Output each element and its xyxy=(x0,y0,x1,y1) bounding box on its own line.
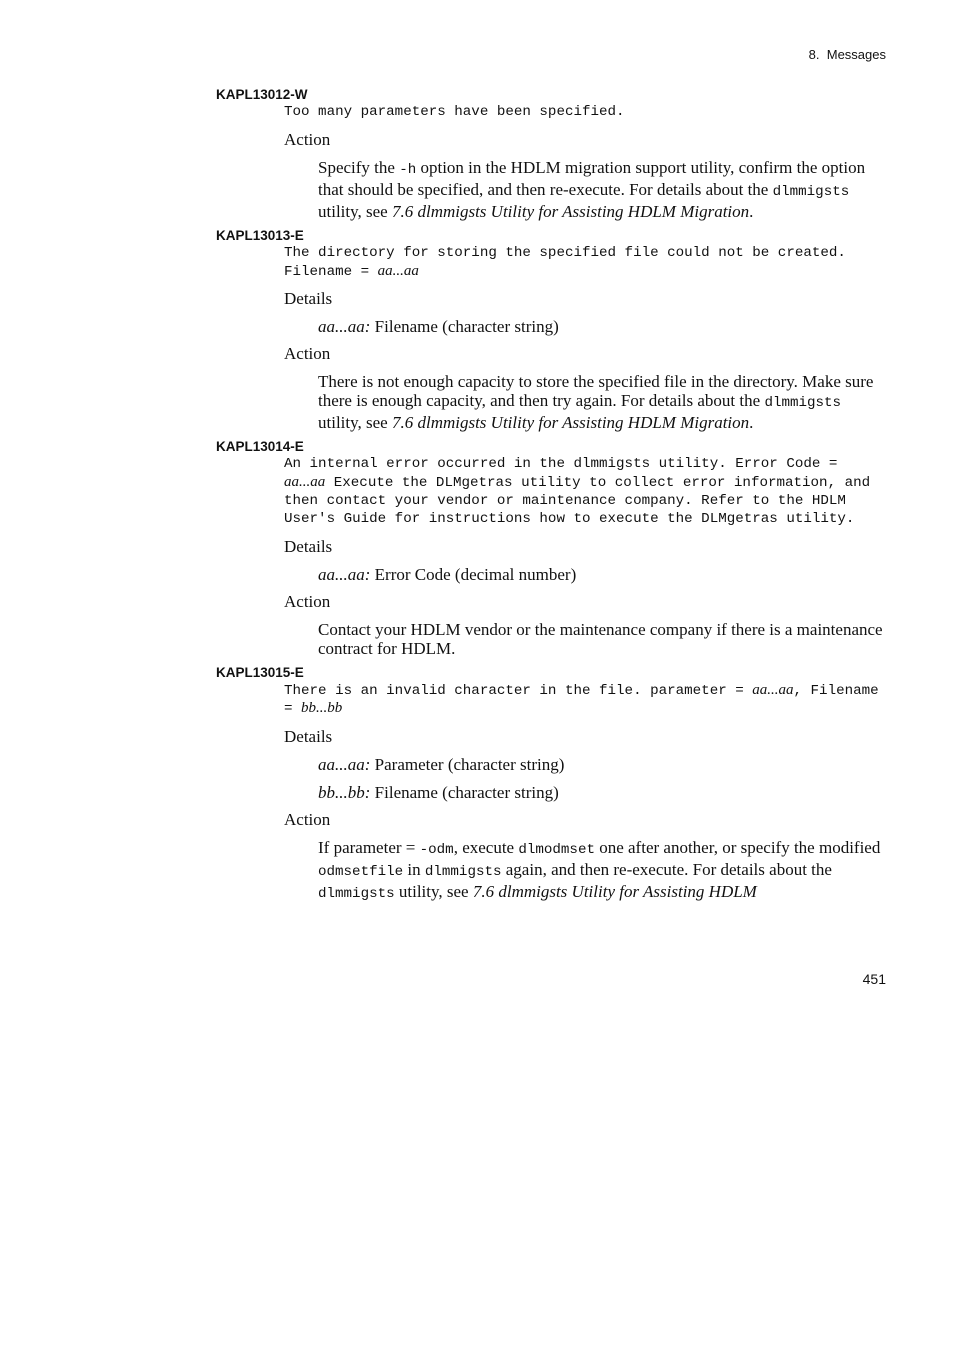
section-reference: 7.6 dlmmigsts Utility for Assisting HDLM Migration xyxy=(391,201,750,221)
action-text: There is not enough capacity to store the specified file in the directory. Make sure there is enough capacity, and then try again. For details about the dlmmigsts utility, see 7.6 dlmmigsts Utility for Assisting HDLM Migration. xyxy=(318,372,874,433)
message-list xyxy=(216,86,886,904)
action-label: Action xyxy=(284,344,331,364)
action-text: If parameter = -odm, execute dlmodmset one after another, or specify the modified odmsetfile in dlmmigsts again, and then re-execute. For details about the dlmmigsts utility, see 7.6 dlmmigsts Utility for Assisting HDLM xyxy=(318,838,881,903)
message-id: KAPL13015-E xyxy=(216,664,304,680)
message-text: Too many parameters have been specified. xyxy=(284,104,625,120)
message-text: An internal error occurred in the dlmmigsts utility. Error Code = aa...aa Execute the DLMgetras utility to collect error information, and then contact your vendor or maintenance company. Refer to the HDLM User's Guide for instructions how to execute the DLMgetras utility. xyxy=(284,456,871,527)
details-label: Details xyxy=(284,536,333,556)
action-label: Action xyxy=(284,810,331,830)
action-label: Action xyxy=(284,129,331,149)
details-label: Details xyxy=(284,289,333,309)
running-header: 8. Messages xyxy=(808,47,886,62)
detail-item: bb...bb: Filename (character string) xyxy=(318,783,559,803)
message-text: There is an invalid character in the file. parameter = aa...aa, Filename = bb...bb xyxy=(284,681,879,718)
message-entry xyxy=(216,86,886,221)
message-id: KAPL13013-E xyxy=(216,227,304,243)
message-entry xyxy=(216,227,886,433)
action-text: Specify the -h option in the HDLM migration support utility, confirm the option that should be specified, and then re-execute. For details about the dlmmigsts utility, see 7.6 dlmmigsts Utility for Assisting HDLM Migration. xyxy=(318,157,866,221)
message-text: The directory for storing the specified file could not be created. Filename = aa...aa xyxy=(284,244,846,280)
detail-item: aa...aa: Error Code (decimal number) xyxy=(318,564,577,584)
section-reference: 7.6 dlmmigsts Utility for Assisting HDLM xyxy=(472,882,757,902)
message-id: KAPL13014-E xyxy=(216,439,304,455)
message-id: KAPL13012-W xyxy=(216,87,308,102)
action-text: Contact your HDLM vendor or the maintenance company if there is a maintenance contract for HDLM. xyxy=(318,619,883,658)
message-entry xyxy=(216,438,886,657)
section-reference: 7.6 dlmmigsts Utility for Assisting HDLM Migration xyxy=(391,413,750,433)
page-number: 451 xyxy=(862,971,886,987)
detail-item: aa...aa: Filename (character string) xyxy=(318,317,559,337)
action-label: Action xyxy=(284,591,331,611)
details-label: Details xyxy=(284,727,333,747)
message-entry xyxy=(216,664,886,905)
detail-item: aa...aa: Parameter (character string) xyxy=(318,755,565,775)
